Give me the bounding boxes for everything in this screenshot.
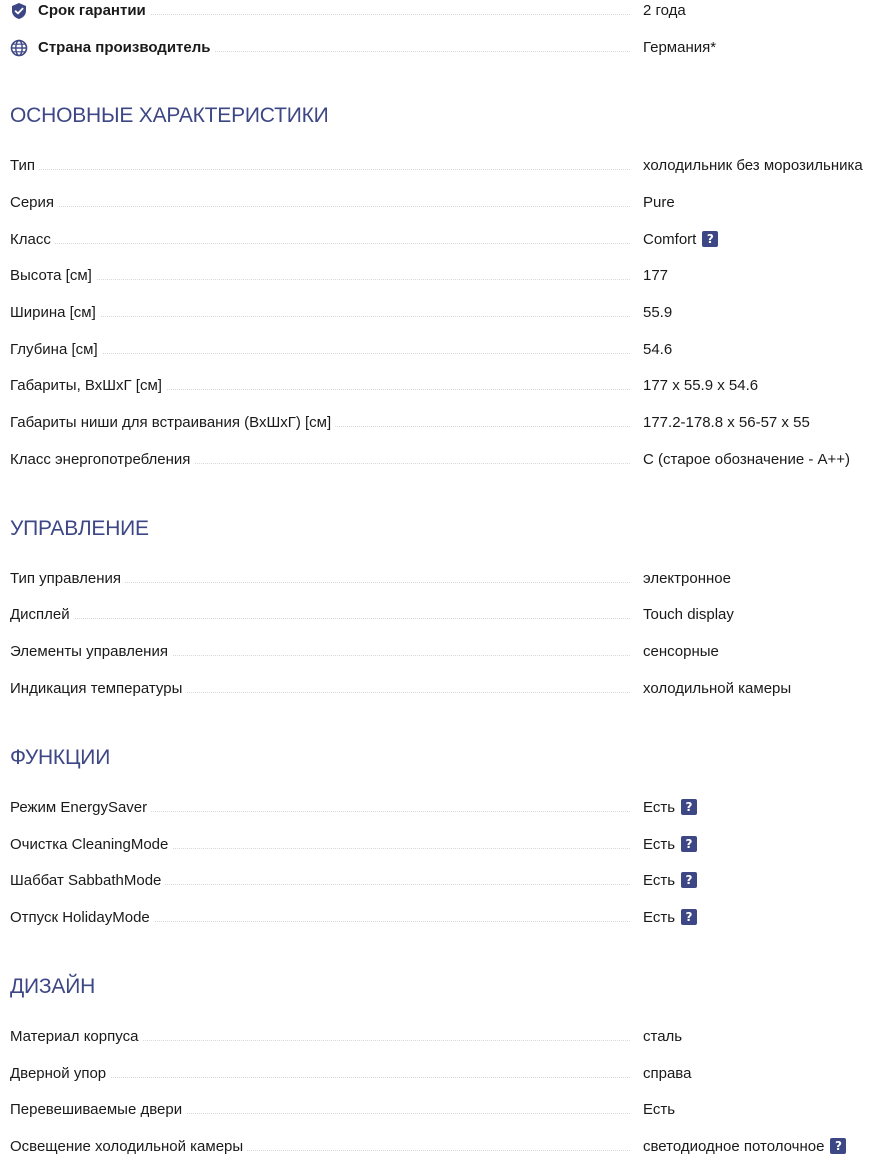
- help-icon[interactable]: ?: [681, 836, 697, 852]
- spec-value: [643, 642, 719, 662]
- spec-label: Материал корпуса: [10, 1027, 142, 1047]
- spec-value: [643, 303, 672, 323]
- spec-value: [643, 569, 731, 589]
- spec-row: [0, 871, 892, 895]
- section-title: ФУНКЦИИ: [10, 746, 111, 769]
- spec-row: [0, 1100, 892, 1124]
- spec-value-text: холодильной камеры: [643, 680, 792, 697]
- spec-value-text: 55.9: [643, 304, 673, 321]
- spec-label: Высота [см]: [10, 266, 96, 286]
- spec-value: [643, 376, 758, 396]
- spec-row: [0, 156, 892, 180]
- spec-value: [643, 193, 675, 213]
- section-title: ОСНОВНЫЕ ХАРАКТЕРИСТИКИ: [10, 104, 329, 127]
- spec-label: Дисплей: [10, 605, 74, 625]
- spec-row: [0, 642, 892, 666]
- spec-value: [643, 1137, 846, 1157]
- spec-row: [0, 230, 892, 254]
- spec-label: Серия: [10, 193, 58, 213]
- warranty-row: [0, 1, 892, 25]
- spec-value: [643, 1064, 691, 1084]
- spec-value-text: 177 x 55.9 x 54.6: [643, 377, 759, 394]
- spec-label: Режим EnergySaver: [10, 798, 151, 818]
- spec-value-text: Есть: [643, 1101, 676, 1118]
- spec-value: [643, 340, 672, 360]
- spec-row: [0, 413, 892, 437]
- spec-label: Габариты, ВхШхГ [см]: [10, 376, 166, 396]
- spec-value-text: 177.2-178.8 x 56-57 x 55: [643, 414, 810, 431]
- spec-value: [643, 156, 863, 176]
- spec-value-text: справа: [643, 1065, 692, 1082]
- spec-label: Класс: [10, 230, 55, 250]
- spec-value: [643, 871, 697, 891]
- spec-label: Габариты ниши для встраивания (ВхШхГ) [см]: [10, 413, 335, 433]
- spec-row: [0, 569, 892, 593]
- spec-label: Класс энергопотребления: [10, 450, 194, 470]
- spec-row: [0, 450, 892, 474]
- dotted-leader: [10, 206, 630, 207]
- spec-value: [643, 38, 716, 58]
- shield-check-icon: [10, 2, 28, 20]
- spec-value: [643, 1100, 675, 1120]
- spec-label: Отпуск HolidayMode: [10, 908, 154, 928]
- section-title: ДИЗАЙН: [10, 975, 96, 998]
- spec-value-text: электронное: [643, 570, 731, 587]
- spec-row: [0, 266, 892, 290]
- spec-value-text: холодильник без морозильника: [643, 157, 863, 174]
- spec-row: [0, 679, 892, 703]
- spec-label: Перевешиваемые двери: [10, 1100, 186, 1120]
- spec-label: Глубина [см]: [10, 340, 102, 360]
- spec-label: Страна производитель: [38, 38, 215, 58]
- spec-value-text: светодиодное потолочное: [643, 1138, 825, 1155]
- help-icon[interactable]: ?: [681, 799, 697, 815]
- spec-value-text: 177: [643, 267, 669, 284]
- spec-row: [0, 1064, 892, 1088]
- help-icon[interactable]: ?: [681, 872, 697, 888]
- spec-value: [643, 1027, 682, 1047]
- spec-value: [643, 413, 810, 433]
- spec-value: [643, 1, 686, 21]
- spec-value: [643, 605, 734, 625]
- spec-value-text: Comfort: [643, 231, 697, 248]
- spec-value-text: Touch display: [643, 606, 734, 623]
- section-title: УПРАВЛЕНИЕ: [10, 517, 149, 540]
- spec-label: Очистка CleaningMode: [10, 835, 172, 855]
- spec-value-text: сенсорные: [643, 643, 719, 660]
- spec-row: [0, 835, 892, 859]
- spec-value: [643, 450, 850, 470]
- spec-value-text: Есть: [643, 872, 676, 889]
- country-row: [0, 38, 892, 62]
- spec-value-text: сталь: [643, 1028, 683, 1045]
- spec-label: Дверной упор: [10, 1064, 110, 1084]
- spec-label: Освещение холодильной камеры: [10, 1137, 247, 1157]
- dotted-leader: [10, 279, 630, 280]
- help-icon[interactable]: ?: [830, 1138, 846, 1154]
- spec-label: Ширина [см]: [10, 303, 100, 323]
- spec-value-text: Германия*: [643, 39, 717, 56]
- dotted-leader: [10, 316, 630, 317]
- spec-row: [0, 340, 892, 364]
- spec-row: [0, 908, 892, 932]
- spec-row: [0, 303, 892, 327]
- spec-value-text: C (старое обозначение - A++): [643, 451, 851, 468]
- spec-value: [643, 230, 718, 250]
- dotted-leader: [10, 169, 630, 170]
- spec-label: Индикация температуры: [10, 679, 186, 699]
- globe-icon: [10, 39, 28, 57]
- spec-row: [0, 798, 892, 822]
- spec-label: Элементы управления: [10, 642, 172, 662]
- dotted-leader: [10, 243, 630, 244]
- spec-row: [0, 1137, 892, 1161]
- spec-value: [643, 266, 668, 286]
- dotted-leader: [10, 618, 630, 619]
- spec-value-text: Есть: [643, 799, 676, 816]
- spec-value: [643, 679, 791, 699]
- spec-value-text: Есть: [643, 836, 676, 853]
- spec-row: [0, 193, 892, 217]
- spec-row: [0, 376, 892, 400]
- spec-label: Тип: [10, 156, 39, 176]
- spec-label: Срок гарантии: [38, 1, 150, 21]
- dotted-leader: [10, 353, 630, 354]
- help-icon[interactable]: ?: [702, 231, 718, 247]
- spec-label: Шаббат SabbathMode: [10, 871, 165, 891]
- spec-value-text: Pure: [643, 194, 675, 211]
- help-icon[interactable]: ?: [681, 909, 697, 925]
- spec-row: [0, 605, 892, 629]
- spec-value-text: Есть: [643, 909, 676, 926]
- spec-row: [0, 1027, 892, 1051]
- spec-value: [643, 798, 697, 818]
- spec-value: [643, 835, 697, 855]
- spec-value-text: 2 года: [643, 2, 686, 19]
- spec-value-text: 54.6: [643, 341, 673, 358]
- spec-value: [643, 908, 697, 928]
- spec-label: Тип управления: [10, 569, 125, 589]
